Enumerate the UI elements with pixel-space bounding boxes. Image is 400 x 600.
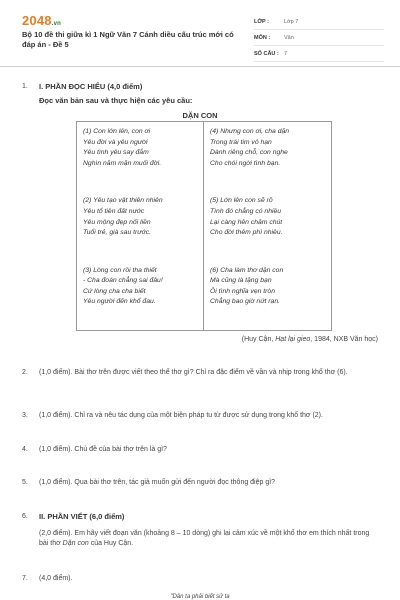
stanza-1: (1) Con lớn lên, con ơi Yêu đời và yêu người Yêu tình yêu say đắm Nghìn năm mặn muối đời. <box>77 122 204 191</box>
question-1 <box>22 82 379 106</box>
stanza-4: (4) Nhưng con ơi, cha dặn Trong trái tim vô hạn Dành riêng chỗ, con nghe Cho chói ngời tình bạn. <box>210 128 290 167</box>
question-3 <box>22 411 379 421</box>
question-5 <box>22 478 379 488</box>
question-4 <box>22 445 379 455</box>
question-2 <box>22 368 379 378</box>
question-6 <box>22 512 379 549</box>
meta-row-subject: MÔN : Văn <box>254 30 384 46</box>
question-text: (1,0 điểm). Chủ đề của bài thơ trên là gì? <box>39 446 167 453</box>
question-number: 6. <box>22 513 28 520</box>
question-text: (2,0 điểm). Em hãy viết đoạn văn (khoảng 8 – 10 dòng) ghi lại cảm xúc về một khổ thơ em thích nhất trong bài thơ Dặn con của Huy Cận. <box>39 530 370 547</box>
question-number: 2. <box>22 369 28 376</box>
question-number: 1. <box>22 83 28 90</box>
stanza-2: (2) Yêu tạo vật thiên nhiên Yêu tổ tiên đất nước Yêu mộng đẹp nối liền Tuổi trẻ, già sau trước. <box>77 191 204 260</box>
question-number: 5. <box>22 479 28 486</box>
question-number: 3. <box>22 412 28 419</box>
reading-instruction: Đọc văn bản sau và thực hiện các yêu cầu: <box>39 96 193 105</box>
question-text: (1,0 điểm). Qua bài thơ trên, tác giả muốn gửi đến người đọc thông điệp gì? <box>39 479 276 486</box>
question-text: (1,0 điểm). Chỉ ra và nêu tác dụng của một biện pháp tu từ được sử dụng trong khổ thơ (2). <box>39 412 323 419</box>
stanza-3: (3) Lòng con rồi tha thiết - Cha đoán chẳng sai đâu! Cứ lòng cha cha biết Yêu người đến khổ đau. <box>77 261 204 330</box>
poem-source: (Huy Cận, Hạt lại gieo, 1984, NXB Văn học) <box>241 336 378 343</box>
section-heading-reading: I. PHẦN ĐỌC HIỂU (4,0 điểm) <box>39 82 143 91</box>
section-heading-writing: II. PHẦN VIẾT (6,0 điểm) <box>39 512 125 521</box>
poem-title: DẶN CON <box>182 111 218 120</box>
header-divider <box>0 66 400 67</box>
document-meta <box>254 14 384 62</box>
page-header <box>0 0 400 64</box>
question-text: (4,0 điểm). <box>39 575 73 582</box>
stanza-6: (6) Cha làm thơ dặn con Mà cũng là tặng bạn Ôi tình nghĩa vẹn tròn Chẳng bao giờ nứt rạn. <box>210 266 284 306</box>
document-title: Bộ 10 đề thi giữa kì 1 Ngữ Văn 7 Cánh diều cấu trúc mới có đáp án - Đề 5 <box>22 30 234 49</box>
question-number: 7. <box>22 575 28 582</box>
site-logo[interactable]: 2048.vn <box>22 13 62 28</box>
meta-row-count: SỐ CÂU : 7 <box>254 46 384 62</box>
quote-line: "Dân ta phải biết sử ta <box>170 594 230 600</box>
meta-row-grade: LỚP : Lớp 7 <box>254 14 384 30</box>
poem-table <box>76 121 332 331</box>
question-number: 4. <box>22 446 28 453</box>
stanza-5: (5) Lớn lên con sẽ rõ Tình đó chẳng có nhiều Lại càng hên chăm chút Cho đời thêm phì nhiêu. <box>210 197 283 237</box>
question-7 <box>22 574 379 584</box>
question-text: (1,0 điểm). Bài thơ trên được viết theo thể thơ gì? Chỉ ra đặc điểm về vần và nhịp trong khổ thơ (6). <box>39 369 348 376</box>
